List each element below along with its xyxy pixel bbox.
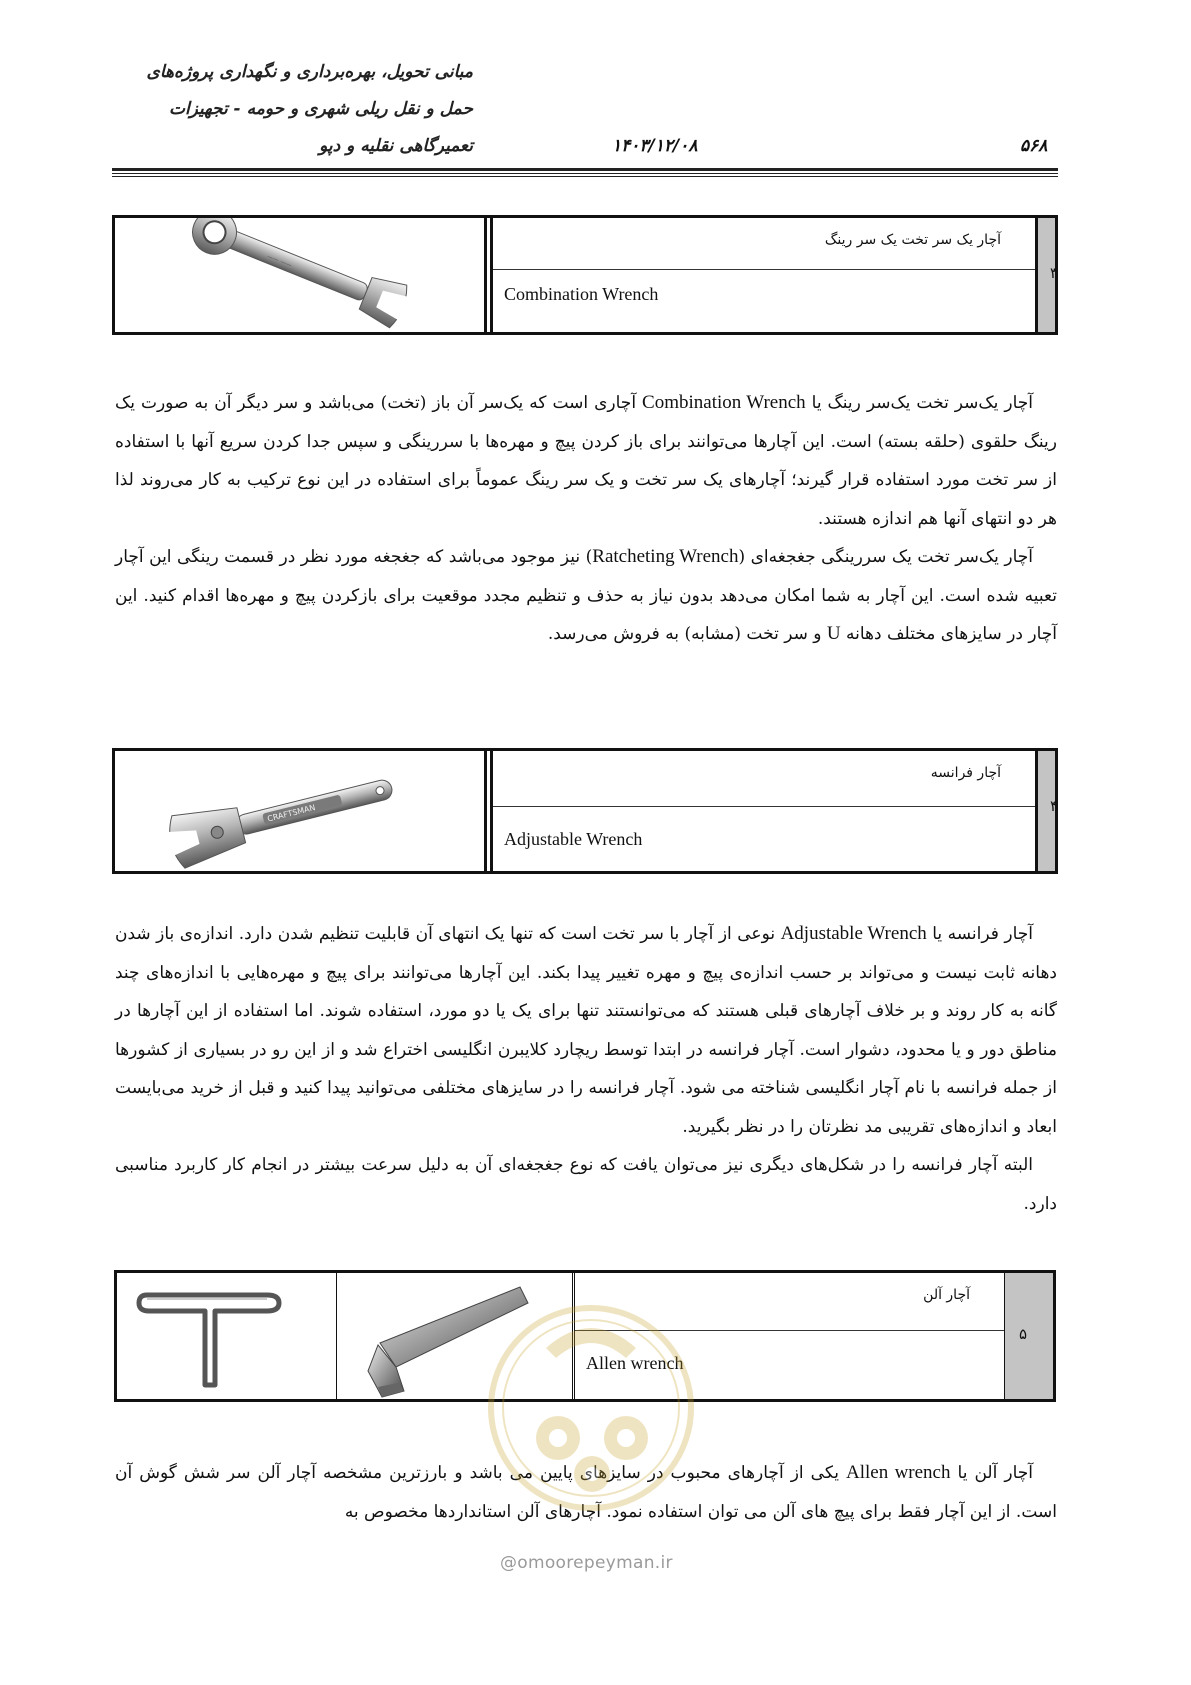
english-term: Ratcheting Wrench	[592, 546, 739, 567]
paragraph: آچار یک‌سر تخت یک‌سر رینگ یا Combination Wrench آچاری است که یک‌سر آن باز (تخت) می‌باشد و سر دیگر آن به صورت یک رینگ حلقوی (حلقه بسته) است. این آچارها می‌توانند برای باز کردن پیچ و مهره‌ها با سررینگی و سپس جدا کردن سریع آنها با استفاده از سر تخت مورد استفاده قرار گیرند؛ آچارهای یک سر تخت و یک سر رینگ عموماً برای استفاده در این نوع ترکیب به کار می‌روند لذا هر دو انتهای آنها هم اندازه هستند.	[115, 392, 1058, 529]
t-handle-allen-wrench-image	[117, 1273, 337, 1399]
tool-image-cell	[115, 218, 487, 332]
tool-number: ۳	[1050, 264, 1059, 282]
tool-name-cell	[490, 218, 1035, 332]
header-rule	[112, 168, 1058, 171]
combination-wrench-image	[115, 218, 487, 332]
english-term: Adjustable Wrench	[780, 923, 927, 944]
paragraph: آچار فرانسه یا Adjustable Wrench نوعی از آچار با سر تخت است که تنها یک انتهای آن قابلیت تنظیم شدن دارد. اندازه‌ی باز شدن دهانه ثابت نیست و می‌تواند بر حسب اندازه‌ی پیچ و مهره تغییر پیدا بکند. این آچارها می‌توانند برای پیچ و مهره‌هایی با اندازه‌های چند گانه به کار روند و بر خلاف آچارهای قبلی هستند که می‌توانستند تنها برای یک یا دو مورد، استفاده شوند. اما استفاده از این آچارها در مناطق دور و یا محدود، دشوار است. آچار فرانسه در ابتدا توسط ریچارد کلایبرن انگلیسی اختراع شد و از این رو در بسیاری از کشورها از جمله فرانسه با نام آچار انگلیسی شناخته می شود. آچار فرانسه را در سایزهای مختلفی می‌توانید پیدا کنید و قبل از خرید می‌بایست ابعاد و اندازه‌های تقریبی مد نظرتان را در نظر بگیرید.	[115, 923, 1057, 1137]
english-term: U	[826, 623, 841, 644]
tool-number: ۵	[1019, 1325, 1028, 1343]
english-term: Allen wrench	[845, 1462, 951, 1483]
paragraph: آچار یک‌سر تخت یک سررینگی جغجغه‌ای (Ratcheting Wrench) نیز موجود می‌باشد که جغجغه مورد نظر در قسمت رینگی این آچار تعبیه شده است. این آچار به شما امکان می‌دهد بدون نیاز به حذف و تنظیم مجدد موقعیت برای بازکردن پیچ و مهره‌ها اقدام کنید. این آچار در سایزهای مختلف دهانه U و سر تخت (مشابه) به فروش می‌رسد.	[115, 546, 1057, 644]
omoore-peyman-gear-logo	[486, 1288, 696, 1548]
body-paragraphs-adjustable	[115, 915, 1057, 1223]
tool-image-cell	[117, 1273, 337, 1399]
paragraph: آچار آلن یا Allen wrench یکی از آچارهای محبوب در سایزهای پایین می باشد و بارزترین مشخصه آچار آلن سر شش گوش آن است. از این آچار فقط برای پیچ های آلن می توان استفاده نمود. آچارهای آلن استانداردها مخصوص به	[115, 1462, 1057, 1522]
tool-table-adjustable-wrench	[112, 748, 1058, 874]
header-title-line-1: مبانی تحویل، بهره‌برداری و نگهداری پروژه‌های	[146, 62, 473, 82]
tool-number-cell	[1004, 1273, 1053, 1399]
tool-name-cell	[490, 751, 1035, 871]
header-title-line-3: تعمیرگاهی نقلیه و دپو	[319, 136, 473, 156]
english-term: Combination Wrench	[642, 392, 806, 413]
header-rule-thin	[112, 173, 1058, 174]
svg-text:CRAFTSMAN: CRAFTSMAN	[266, 802, 317, 824]
header-date: ۱۴۰۳/۱۲/۰۸	[612, 136, 698, 156]
header-title-line-2: حمل و نقل ریلی شهری و حومه - تجهیزات	[168, 99, 473, 119]
tool-name-en: Adjustable Wrench	[504, 829, 643, 849]
paragraph: البته آچار فرانسه را در شکل‌های دیگری نیز می‌توان یافت که نوع جغجغه‌ای آن به دلیل سرعت بیشتر در انجام کار کاربرد مناسبی دارد.	[115, 1155, 1057, 1214]
header-rule-thin	[112, 176, 1058, 177]
body-paragraphs-combination	[115, 384, 1057, 654]
tool-name-fa: آچار فرانسه	[493, 751, 1035, 807]
tool-name-fa: آچار آلن	[575, 1273, 1004, 1331]
tool-number: ۴	[1050, 797, 1059, 815]
tool-table-combination-wrench	[112, 215, 1058, 335]
adjustable-wrench-image	[115, 751, 487, 871]
watermark-text: @omoorepeyman.ir	[500, 1553, 673, 1573]
svg-text:—— ——: —— ——	[266, 253, 293, 270]
tool-name-fa: آچار یک سر تخت یک سر رینگ	[493, 218, 1035, 270]
tool-image-cell	[115, 751, 487, 871]
tool-number-cell	[1035, 751, 1059, 871]
tool-name-en: Combination Wrench	[504, 284, 659, 304]
tool-name-en: Allen wrench	[586, 1353, 684, 1373]
tool-number-cell	[1035, 218, 1059, 332]
page-number: ۵۶۸	[1020, 136, 1048, 156]
